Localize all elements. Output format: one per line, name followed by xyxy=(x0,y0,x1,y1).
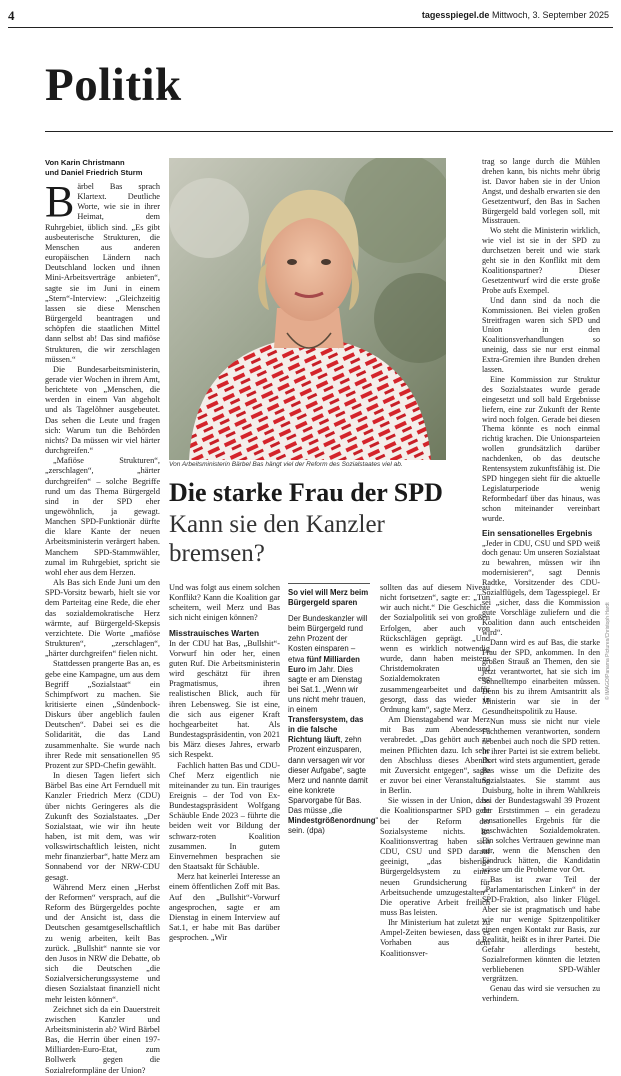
info-box-heading: So viel will Merz beim Bürgergeld sparen xyxy=(288,588,369,608)
col4-paragraph: sollten das auf diesem Niveau nicht fortsetzen“, sagte er: „Tun wir auch nicht.“ Die Geschichte der Sozialpolitik sei von großen Erfolgen, aber auch von Rückschlägen geprägt. „Und wenn es wirklich notwendig wurde, dann haben meistens Christdemokraten und Sozialdemokraten eng zusammengearbeitet und dafür gesorgt, dass das wieder in Ordnung kam“, sagte Merz. xyxy=(380,583,490,714)
col5-paragraph: Eine Kommission zur Struktur des Sozialstaates wurde gerade eingesetzt und soll bald Ergebnisse liefern, eine zur Zukunft der Rente wird noch folgen. Gerade bei diesen Thema könnte es noch einmal richtig krachen. Die Unionsparteien wollen grundsätzlich darüber nachdenken, ob das deutsche Rentensystem zukunftsfähig ist. Die SPD hingegen sieht für die aktuelle Legislaturperiode wenig Reformbedarf über das hinaus, was schon miteinander vereinbart wurde. xyxy=(482,374,600,523)
section-title: Politik xyxy=(45,59,182,111)
subheadline: Kann sie den Kanzler bremsen? xyxy=(169,511,385,567)
col5-paragraph: Wo steht die Ministerin wirklich, wie viel ist sie in der SPD zu durchsetzen bereit und wie stark geht sie in den Konflikt mit dem Koalitionspartner? Dieser Gesetzentwurf wird die erste große Probe aufs Exempel. xyxy=(482,226,600,295)
article-column-1 xyxy=(45,177,160,1076)
article-column-2 xyxy=(169,583,280,943)
col2-paragraph: Fachlich hatten Bas und CDU-Chef Merz eigentlich nie miteinander zu tun. Ein trauriges Ereignis – der Tod von Ex-Bundestagspräsident Wolfgang Schäuble Ende 2023 – führte die beiden weit vor Bildung der schwarz-roten Koalition zusammen. In gutem Einvernehmen besprachen sie den Staatsakt für Schäuble. xyxy=(169,760,280,872)
portrait-image xyxy=(169,158,446,460)
col1-paragraph: Als Bas sich Ende Juni um den SPD-Vorsitz bewarb, hielt sie vor dem Parteitag eine Rede, die eher das sozialdemokratische Herz wärmte, auf Bürgergeld-Skepsis verzichtete. Die Worte „mafiöse Strukturen“, „zerschlagen“, „härter durchgreifen“ fielen nicht. xyxy=(45,578,160,659)
article-column-5 xyxy=(482,157,600,1004)
article-photo xyxy=(169,158,446,460)
col1-paragraph: „Mafiöse Strukturen“, „zerschlagen“, „härter durchgreifen“ – solche Begriffe rund um das Thema Bürgergeld sind in der SPD eher ungewöhnlich, ja gewagt. Manchen SPD-Funktionär dürfte die klare Kante der neuen Arbeitsministerin verärgert haben. Manchem SPD-Stammwähler, zumal im Ruhrgebiet, spricht sie wohl eher aus dem Herzen. xyxy=(45,456,160,577)
col5-paragraph: Und dann sind da noch die Kommissionen. Bei vielen großen Streitfragen waren sich SPD und Union in den Koalitionsverhandlungen so uneinig, dass sie nur erst einmal Extra-Gremien ihre Bunden drehen lassen. xyxy=(482,295,600,375)
masthead xyxy=(422,10,609,20)
byline-line-1: Von Karin Christmann xyxy=(45,158,125,167)
col2-paragraph: In der CDU hat Bas, „Bullshit“-Vorwurf hin oder her, einen guten Ruf. Die Arbeitsministerin wird geschätzt für ihren Pragmatismus, ihren realistischen Blick, auch für ihren Lebensweg. Sie ist eine, die sich aus eigener Kraft hochgearbeitet hat. Als Bundestagspräsidentin, von 2021 bis März dieses Jahres, erwarb sich Respekt. xyxy=(169,638,280,760)
col5-paragraph: trag so lange durch die Mühlen drehen kann, bis nichts mehr übrig ist. Davor haben sie in der Union Angst, und deshalb erwarten sie den Gesetzentwurf, den Bas in Sachen Bürgergeld bald vorlegen soll, mit Misstrauen. xyxy=(482,157,600,226)
col1-paragraph: Während Merz einen „Herbst der Reformen“ versprach, auf die Reform des Bürgergeldes pochte und der Ansicht ist, dass die Deutschen gesamtgesellschaftlich zu wenig arbeiten, keilt Bas zurück. „Bullshit“ nannte sie vor den Jusos in NRW die Debatte, ob sich die Deutschen „die Sozialversicherungssysteme und diesen Sozialstaat finanziell nicht mehr leisten können“. xyxy=(45,882,160,1004)
col1-paragraph: In diesen Tagen liefert sich Bärbel Bas eine Art Fernduell mit Kanzler Friedrich Merz (CDU) über nichts Geringeres als die Zukunft des Sozialstaates. „Der Sozialstaat, wie wir ihn heute haben, ist mit dem, was wir volkswirtschaftlich leisten, nicht mehr finanzierbar“, hatte Merz am Sonnabend vor der NRW-CDU gesagt. xyxy=(45,771,160,882)
photo-caption: Von Arbeitsministerin Bärbel Bas hängt viel der Reform des Sozialstaates viel ab. xyxy=(169,461,403,468)
crosshead: Misstrauisches Warten xyxy=(169,627,260,638)
col2-paragraph: Und was folgt aus einem solchen Konflikt? Kann die Koalition gar scheitern, weil Merz und Bas sich nicht einigen können? xyxy=(169,583,280,623)
col1-paragraph: Zeichnet sich da ein Dauerstreit zwischen Kanzler und Arbeitsministerin ab? Wird Bärbel Bas, die Herrin über einen 197-Milliarden-Euro-Etat, zum Bollwerk gegen die Sozialreformpläne der Union? xyxy=(45,1004,160,1075)
section-rule xyxy=(45,131,613,132)
col4-paragraph: Ihr Ministerium hat zuletzt zu Ampel-Zeiten bewiesen, dass es Vorhaben aus dem Koalitionsver- xyxy=(380,918,490,958)
byline-line-2: und Daniel Friedrich Sturm xyxy=(45,168,143,177)
info-box xyxy=(288,583,379,836)
col5-paragraph: „Jeder in CDU, CSU und SPD weiß doch genau: Um unseren Sozialstaat zu bewahren, müssen wir ihn modernisieren“, sagt Dennis Radtke, Vorsitzender des CDU-Sozialflügels, dem Tagesspiegel. Er sei „sicher, dass die Kommission gute Vorschläge zuliefern und die Koalition dann auch entscheiden wird“. xyxy=(482,538,600,637)
issue-date: Mittwoch, 3. September 2025 xyxy=(491,10,609,20)
col2-paragraph: Merz hat keinerlei Interesse an einem öffentlichen Zoff mit Bas. Auf den „Bullshit“-Vorwurf angesprochen, sagte er am Dienstag in einem Interview auf Sat.1, er habe mit Bas darüber gesprochen. „Wir xyxy=(169,872,280,943)
article-column-4 xyxy=(380,583,490,959)
info-box-text: Der Bundeskanzler will beim Bürgergeld rund zehn Prozent der Kosten einsparen – etwa fünf Milliarden Euro im Jahr. Dies sagte er am Dienstag bei Sat.1. „Wenn wir uns nicht mehr trauen, in einem Transfersystem, das in die falsche Richtung läuft, zehn Prozent einzusparen, dann versagen wir vor dieser Aufgabe“, sagte Merz und nannte damit eine konkrete Sparvorgabe für Bas. Das müsse „die Mindestgrößenordnung“ sein. (dpa) xyxy=(288,614,379,836)
headline: Die starke Frau der SPD xyxy=(169,478,443,507)
col5-paragraph: Nun muss sie nicht nur viele Fachthemen verantworten, sondern nebenbei auch noch die SPD retten. In ihrer Partei ist sie extrem beliebt. Dort wird stets argumentiert, gerade Bas wisse um die Defizite des Sozialstaates. Sie stammt aus Duisburg, holte in ihrem Wahlkreis bei der Bundestagswahl 39 Prozent der Erststimmen – ein geradezu sensationelles Ergebnis für die geschwächten Sozialdemokraten. Ein solches Vertrauen gewinne man nur, wenn die Menschen den Eindruck hätten, die Kandidatin wisse um die Probleme vor Ort. xyxy=(482,716,600,875)
page-number: 4 xyxy=(8,8,15,23)
col4-paragraph: Sie wissen in der Union, dass die Koalitionspartner SPD gebt bei der Reform der Sozialsysteme nichts. Im Koalitionsvertrag haben sich CDU, CSU und SPD darauf geeinigt, „das bisherige Bürgergeldsystem zu einer neuen Grundsicherung für Arbeitsuchende umzugestalten“. Die operative Arbeit freilich muss Bas leisten. xyxy=(380,796,490,917)
col1-paragraph: Stattdessen prangerte Bas an, es gebe eine Kampagne, um aus dem Begriff „Sozialstaat“ ein Schimpfwort zu machen. Sie kritisierte einen „Sündenbock-Diskurs über angeblich faulen Deutschen“. Dabei sei es die Solidarität, die das Land zusammenhalte. Sie wurde nach ihrer Rede mit sensationellen 95 Prozent zur SPD-Chefin gewählt. xyxy=(45,659,160,770)
col1-paragraph: Die Bundesarbeitsministerin, gerade vier Wochen in ihrem Amt, berichtete von „Menschen, die werden in einem Van abgeholt und als Tagelöhner ausgebeutet. Das sehen die Leute und fragen sich: Warum tun die Behörden nichts? Da müssen wir viel härter durchgreifen.“ xyxy=(45,364,160,456)
site-name: tagesspiegel.de xyxy=(421,10,490,20)
dropcap: B xyxy=(45,177,75,226)
col5-paragraph: Dann wird es auf Bas, die starke Frau der SPD, ankommen. In den großen Strauß an Themen, den sie jetzt verantwortet, hat sie sich im Schnelltempo einarbeiten müssen. Denn bis zu ihrem Amtsantritt als Ministerin war sie in der Gesundheitspolitik zu Hause. xyxy=(482,637,600,716)
col5-paragraph: Bas ist zwar Teil der „Parlamentarischen Linken“ in der SPD-Fraktion, also linker Flügel. Aber sie ist pragmatisch und habe wie nur wenige Spitzenpolitiker einen engen Kontakt zur Basis, zur Realität, heißt es in ihrer Partei. Die Gefahr allerdings besteht, Sozialreformen könnten die letzten verbliebenen SPD-Wähler vergrätzen. xyxy=(482,875,600,984)
crosshead: Ein sensationelles Ergebnis xyxy=(482,527,593,538)
col5-paragraph: Genau das wird sie versuchen zu verhindern. xyxy=(482,984,600,1004)
header-rule xyxy=(8,27,613,28)
col1-paragraph: ärbel Bas sprach Klartext. Deutliche Worte, wie sie in ihrer Heimat, dem Ruhrgebiet, üblich sind. „Es gibt ausbeuterische Strukturen, die Menschen aus anderen europäischen Ländern nach Deutschland locken und ihnen Mini-Arbeitsverträge anbieten“, sagte sie im Juni in einem „Stern“-Interview: „Gleichzeitig lassen sie diese Menschen Bürgergeld beantragen und schöpfen die staatlichen Mittel dann selbst ab! Das sind mafiöse Strukturen, die wir zerschlagen müssen.“ xyxy=(45,182,160,364)
byline xyxy=(45,158,160,178)
photo-credit: © IMAGO/Panama Pictures/Christoph Hardt xyxy=(605,602,611,700)
col4-paragraph: Am Dienstagabend war Merz mit Bas zum Abendessen verabredet. „Das gehört auch zu meinen Pflichten dazu. Ich sehe den Abschluss dieses Abends mit Zuversicht entgegen“, sagte er zuvor bei einer Veranstaltung in Berlin. xyxy=(380,715,490,796)
